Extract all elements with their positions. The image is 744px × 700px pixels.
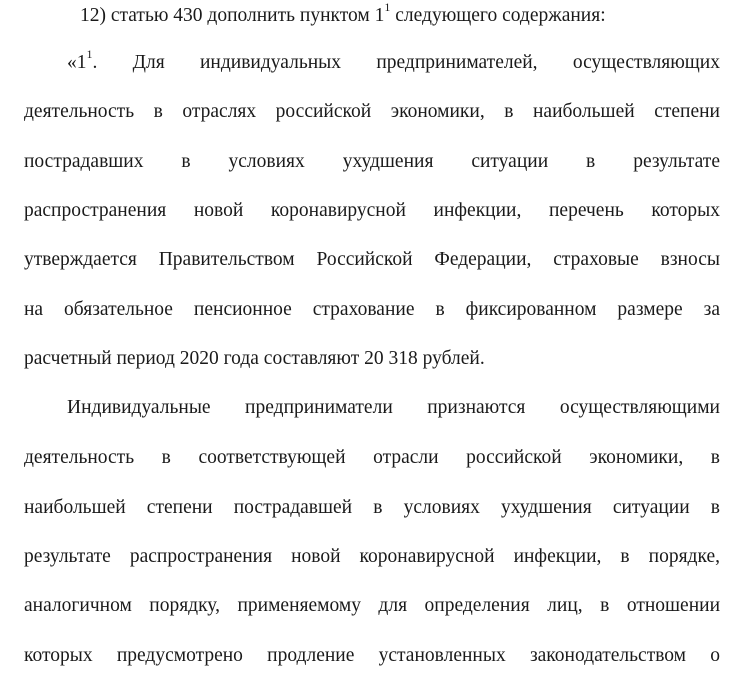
superscript: 1	[384, 0, 391, 14]
paragraph-1-line-5: утверждается Правительством Российской Федерации, страховые взносы	[24, 249, 720, 270]
paragraph-2-line-1: Индивидуальные предприниматели признаются осуществляющими	[67, 397, 720, 418]
paragraph-1-line-2: деятельность в отраслях российской экономики, в наибольшей степени	[24, 101, 720, 122]
paragraph-1-line-6: на обязательное пенсионное страхование в фиксированном размере за	[24, 299, 720, 320]
paragraph-1-line-4: распространения новой коронавирусной инфекции, перечень которых	[24, 200, 720, 221]
paragraph-2-line-4: результате распространения новой коронавирусной инфекции, в порядке,	[24, 546, 720, 567]
paragraph-2-line-2: деятельность в соответствующей отрасли российской экономики, в	[24, 447, 720, 468]
paragraph-1-line-1: «$1^1$. Для индивидуальных предпринимателей, осуществляющих	[67, 46, 720, 73]
paragraph-1-line-3: пострадавших в условиях ухудшения ситуации в результате	[24, 151, 720, 172]
paragraph-2-line-3: наибольшей степени пострадавшей в условиях ухудшения ситуации в	[24, 497, 720, 518]
paragraph-1-line-7: расчетный период 2020 года составляют 20 318 рублей.	[24, 348, 485, 369]
paragraph-2-line-5: аналогичном порядку, применяемому для определения лиц, в отношении	[24, 595, 720, 616]
superscript: 1	[86, 46, 93, 61]
amendment-heading: 12) статью 430 дополнить пунктом $1^1$ следующего содержания:	[80, 0, 606, 26]
paragraph-2-line-6: которых предусмотрено продление установленных законодательством о	[24, 645, 720, 666]
